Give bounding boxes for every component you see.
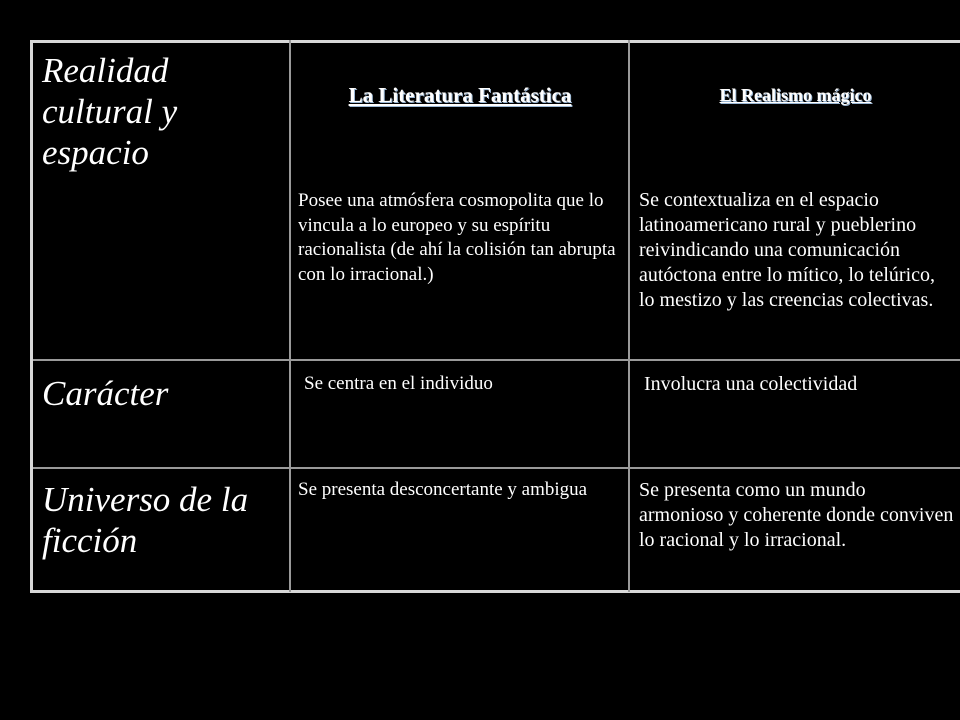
column-title-realismo: El Realismo mágico [719, 85, 872, 105]
cell-caracter-fantastica: Se centra en el individuo [304, 373, 493, 394]
cell-universo-fantastica: Se presenta desconcertante y ambigua [298, 479, 588, 500]
row-header-caracter: Carácter [42, 374, 169, 413]
column-divider-1 [289, 40, 291, 592]
cell-realidad-realismo: Se contextualiza en el espacio latinoamericano rural y pueblerino reivindicando una comunicación autóctona entre lo mítico, lo telúrico, lo mestizo y las creencias colectivas. [639, 189, 936, 311]
row-header-universo: Universo de la ficción [42, 480, 249, 560]
column-title-fantastica: La Literatura Fantástica [348, 83, 572, 107]
table-border-top [30, 40, 960, 43]
comparison-table [30, 40, 960, 592]
table-border-left [30, 40, 33, 592]
table-border-bottom [30, 590, 960, 593]
row-divider-2 [30, 467, 960, 469]
column-divider-2 [628, 40, 630, 592]
cell-realidad-fantastica: Posee una atmósfera cosmopolita que lo vincula a lo europeo y su espíritu racionalista (de ahí la colisión tan abrupta con lo irracional.) [298, 190, 616, 285]
cell-universo-realismo: Se presenta como un mundo armonioso y coherente donde conviven lo racional y lo irracional. [639, 479, 954, 551]
row-divider-1 [30, 359, 960, 361]
row-header-realidad: Realidad cultural y espacio [42, 51, 178, 172]
cell-caracter-realismo: Involucra una colectividad [644, 373, 858, 395]
